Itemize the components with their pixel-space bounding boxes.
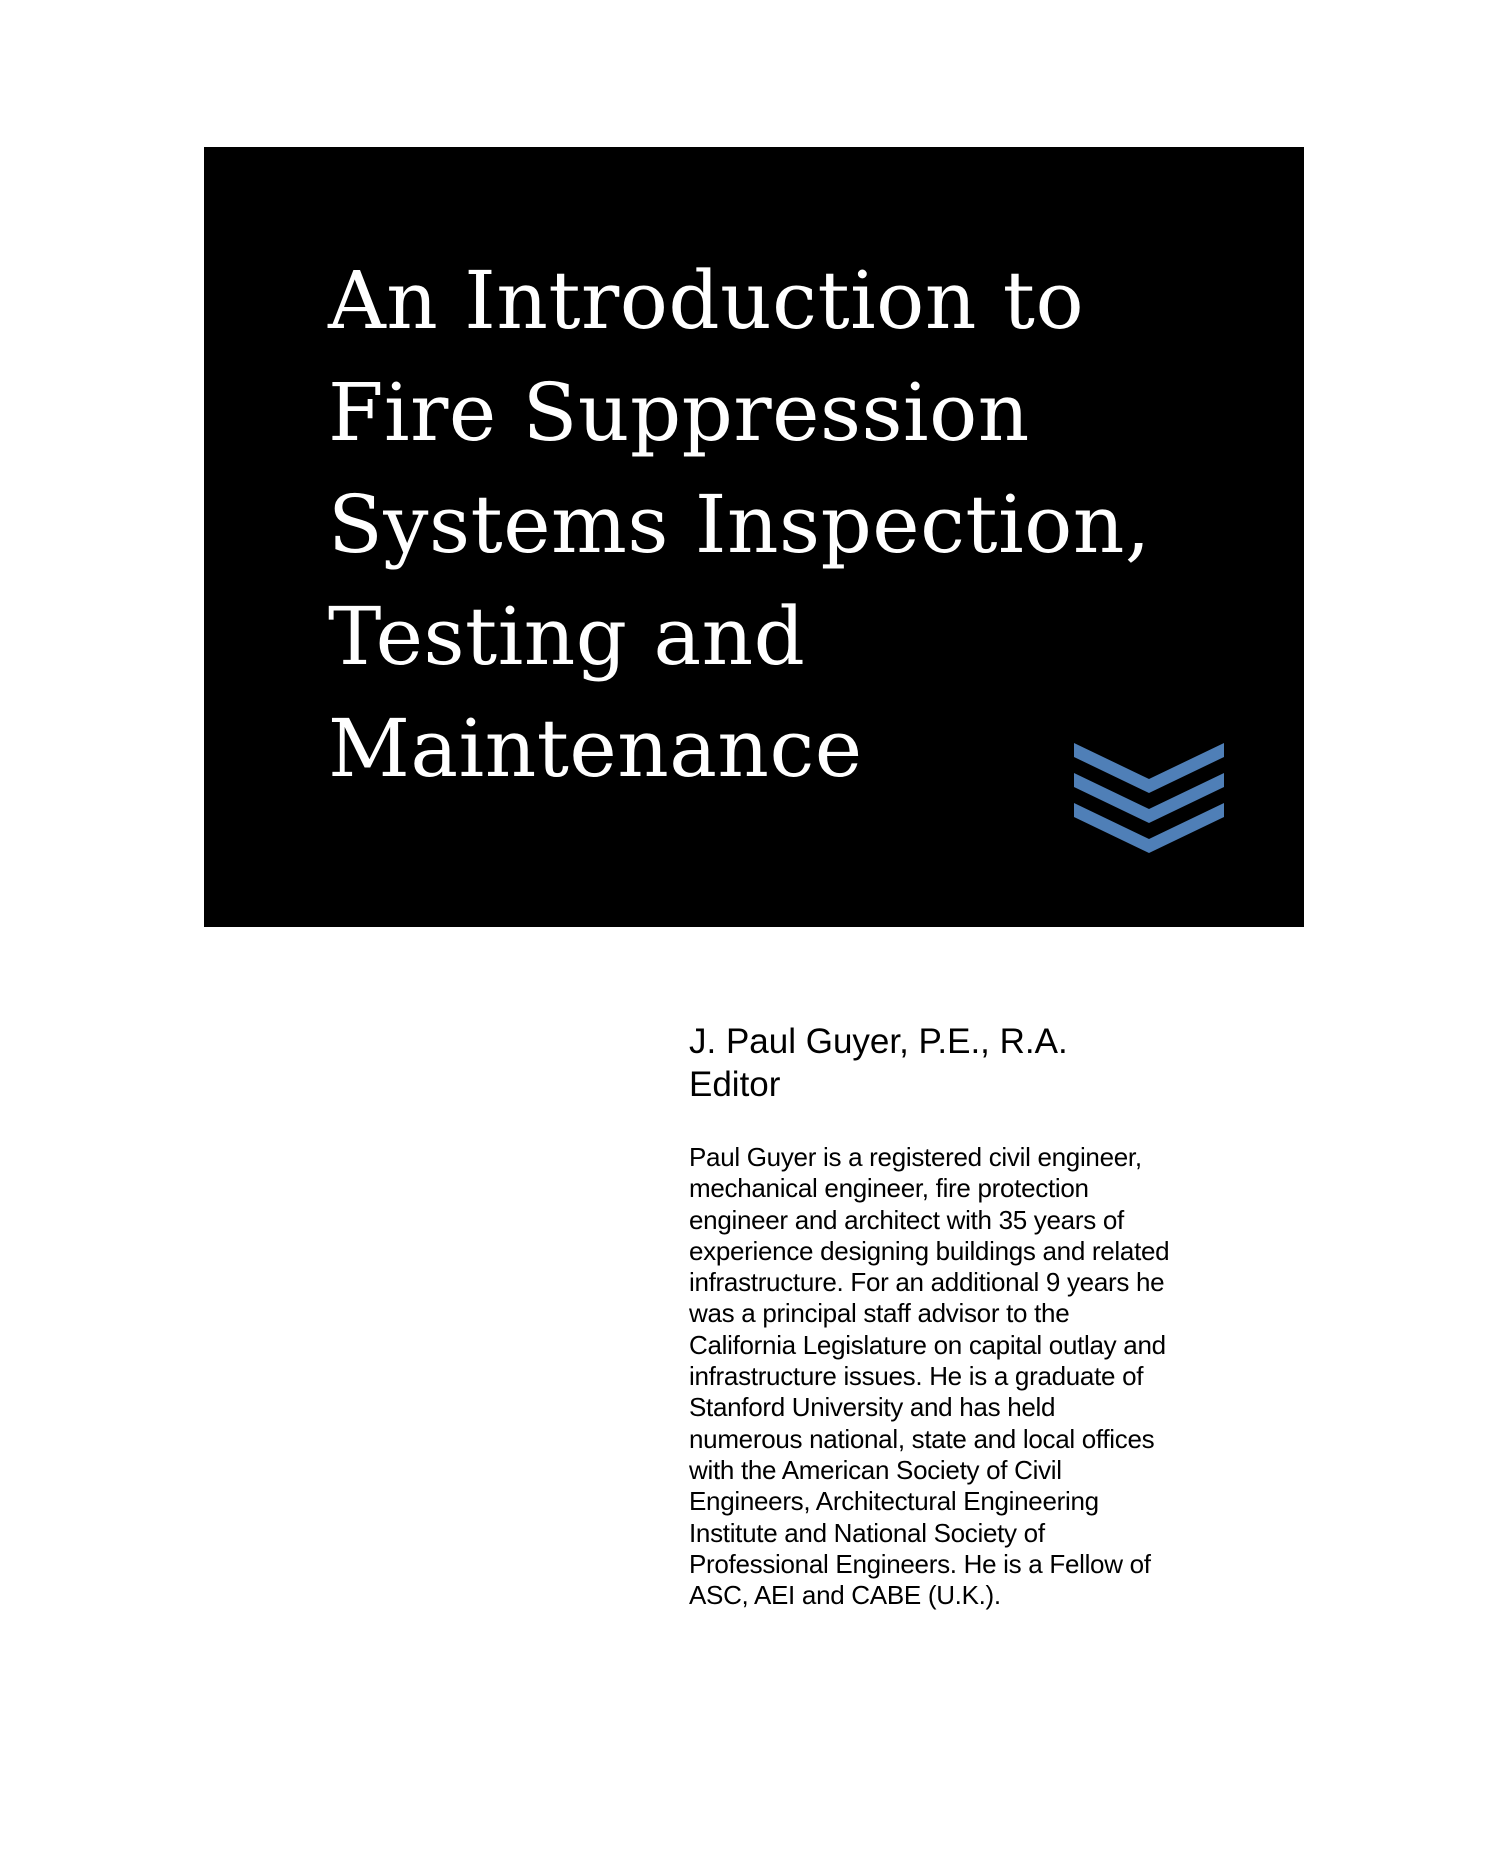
bio-line: experience designing buildings and related [689, 1235, 1170, 1266]
bio-line: with the American Society of Civil [689, 1454, 1062, 1485]
author-block [689, 1020, 1249, 1611]
bio-line: Engineers, Architectural Engineering [689, 1486, 1099, 1517]
title-line: An Introduction to [328, 254, 1085, 347]
bio-line: ASC, AEI and CABE (U.K.). [689, 1580, 1001, 1611]
bio-line: numerous national, state and local offices [689, 1423, 1155, 1454]
title-line: Fire Suppression [328, 366, 1030, 459]
bio-line: Paul Guyer is a registered civil engineer, [689, 1142, 1142, 1172]
cover-panel [204, 147, 1304, 927]
author-bio [689, 1142, 1249, 1611]
author-role: Editor [689, 1065, 781, 1104]
title-line: Systems Inspection, [328, 478, 1151, 571]
bio-line: engineer and architect with 35 years of [689, 1204, 1124, 1235]
title-line: Testing and [328, 590, 806, 683]
bio-line: California Legislature on capital outlay and [689, 1329, 1166, 1360]
title-line: Maintenance [328, 702, 863, 795]
bio-line: infrastructure. For an additional 9 years he [689, 1267, 1165, 1298]
bio-line: Stanford University and has held [689, 1392, 1056, 1423]
bio-line: Professional Engineers. He is a Fellow of [689, 1548, 1151, 1579]
author-name: J. Paul Guyer, P.E., R.A. [689, 1022, 1068, 1061]
bio-line: mechanical engineer, fire protection [689, 1173, 1089, 1204]
book-title [328, 245, 1228, 805]
bio-line: was a principal staff advisor to the [689, 1298, 1070, 1329]
triple-chevron-down-icon [1074, 737, 1224, 857]
bio-line: infrastructure issues. He is a graduate of [689, 1361, 1144, 1392]
bio-line: Institute and National Society of [689, 1517, 1045, 1548]
